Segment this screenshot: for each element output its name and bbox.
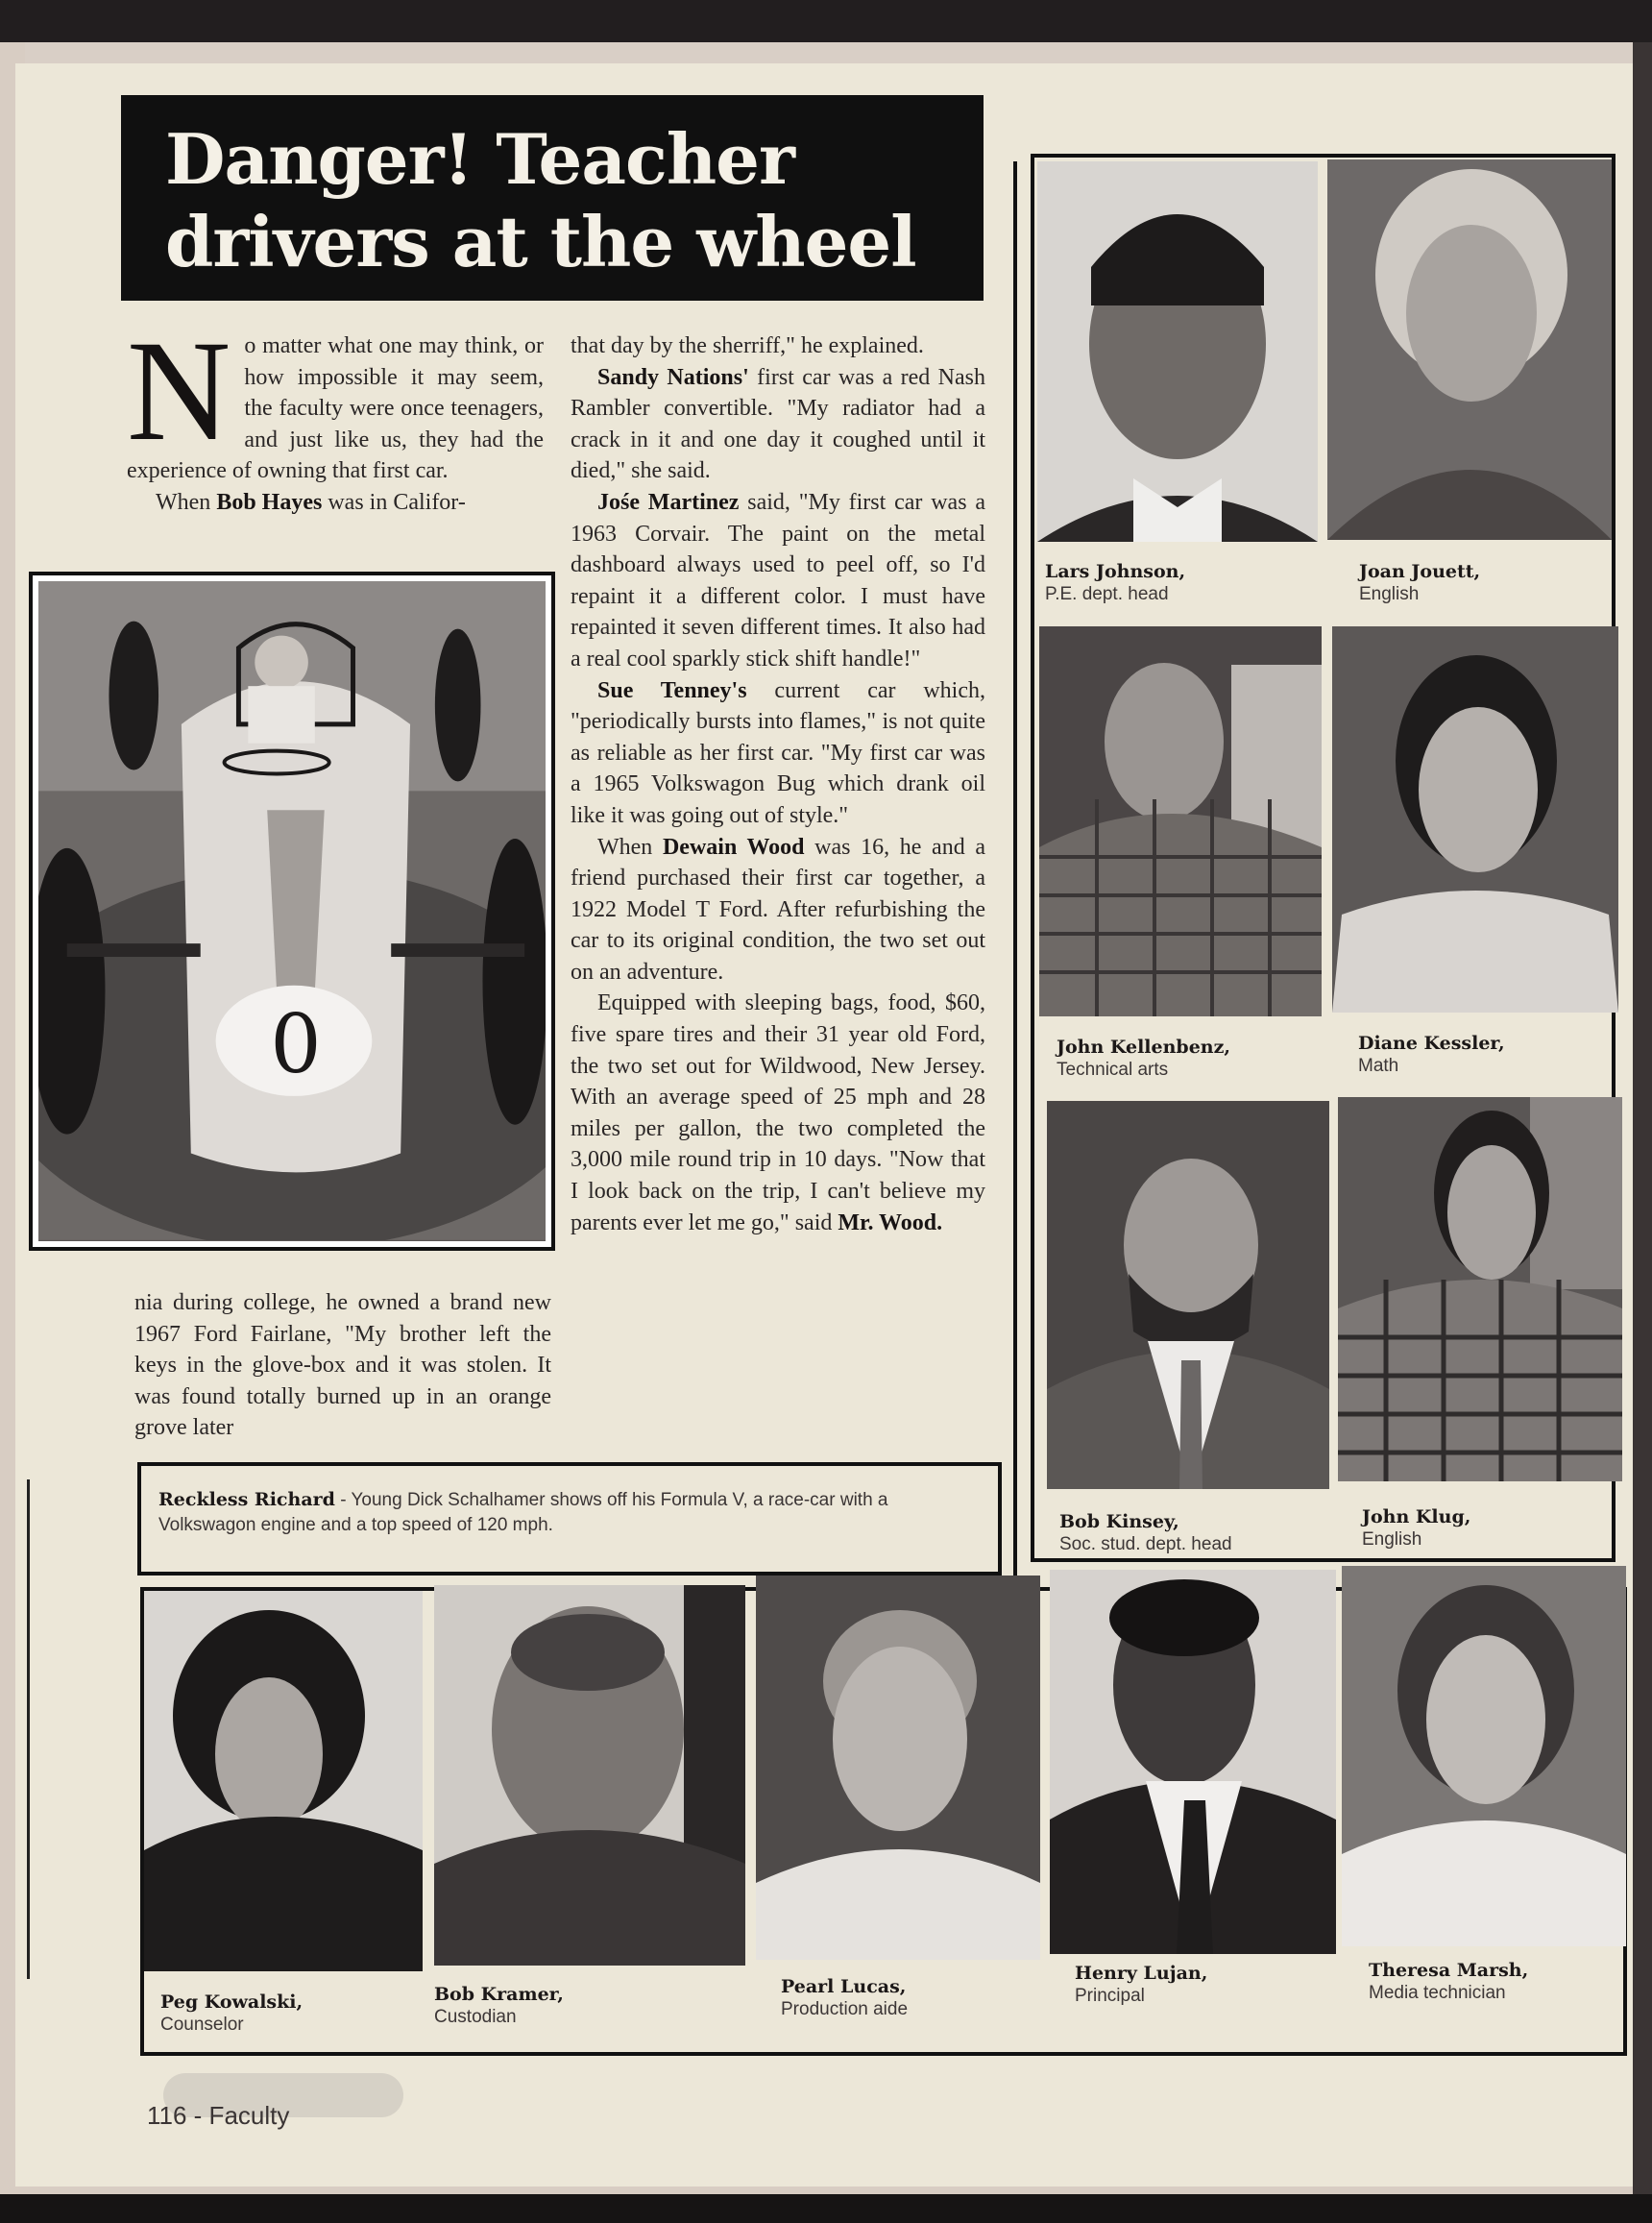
- faculty-name: John Klug,: [1362, 1506, 1471, 1527]
- scan-border-top: [0, 0, 1652, 46]
- portrait-lars-johnson: [1037, 161, 1318, 542]
- teacher-name-bob-hayes: Bob Hayes: [216, 489, 323, 515]
- left-rule: [27, 1479, 30, 1979]
- headline: Danger! Teacher drivers at the wheel: [165, 118, 916, 282]
- portrait-henry-lujan: [1050, 1570, 1336, 1954]
- photo-caption-text: - Young Dick Schalhamer shows off his Formula V, a race-car with a Volkswagon engine and a top speed of 120 mph.: [158, 1490, 888, 1535]
- faculty-role: Technical arts: [1057, 1060, 1169, 1080]
- photo-caption: [158, 1487, 984, 1538]
- faculty-name: Pearl Lucas,: [781, 1976, 907, 1997]
- article-paragraph-2-continued: nia during college, he owned a brand new 1967 Ford Fairlane, "My brother left the keys in the glove-box and it was stolen. It was found totally burned up in an orange grove later: [134, 1290, 551, 1441]
- portrait-theresa-marsh: [1342, 1566, 1626, 1946]
- caption-john-klug: [1362, 1505, 1470, 1551]
- article-column-2: [571, 330, 985, 1238]
- portrait-pearl-lucas: [756, 1576, 1040, 1960]
- portrait-diane-kessler: [1332, 626, 1618, 1013]
- faculty-name: John Kellenbenz,: [1057, 1037, 1231, 1058]
- faculty-name: Peg Kowalski,: [160, 1991, 304, 2013]
- caption-theresa-marsh: [1369, 1959, 1528, 2005]
- faculty-name: Bob Kramer,: [434, 1984, 564, 2005]
- article-column-1-top: [127, 311, 544, 519]
- faculty-role: Custodian: [434, 2007, 517, 2027]
- faculty-role: Media technician: [1369, 1983, 1506, 2003]
- caption-bob-kramer: [434, 1983, 564, 2029]
- portrait-joan-jouett: [1327, 159, 1612, 540]
- portrait-bob-kinsey: [1047, 1101, 1329, 1489]
- caption-bob-kinsey: [1059, 1510, 1232, 1556]
- column-rule: [1013, 161, 1017, 1576]
- race-car-photo-frame: [29, 572, 555, 1251]
- portrait-peg-kowalski: [144, 1591, 423, 1971]
- article-paragraph-dewain: When Dewain Wood was 16, he and a friend purchased their first car together, a 1922 Model T Ford. After refurbishing the car to its original condition, the two set out on an adventure.: [571, 834, 985, 985]
- article-paragraph-2-start: When Bob Hayes was in Califor-: [156, 489, 466, 515]
- article-paragraph-1: o matter what one may think, or how impossible it may seem, the faculty were once teenagers, and just like us, they had the experience of owning that first car.: [127, 333, 544, 484]
- faculty-role: P.E. dept. head: [1045, 584, 1169, 604]
- faculty-role: Principal: [1075, 1986, 1145, 2006]
- faculty-role: Counselor: [160, 2015, 244, 2035]
- caption-john-kellenbenz: [1057, 1036, 1230, 1082]
- photo-caption-title: Reckless Richard: [158, 1489, 335, 1510]
- faculty-role: Math: [1358, 1056, 1399, 1076]
- car-number: 0: [270, 997, 322, 1091]
- scan-border-bottom: [0, 2194, 1652, 2223]
- article-paragraph-jose: Jośe Martinez said, "My first car was a 1963 Corvair. The paint on the metal dashboard always used to peel off, so I'd repaint it a different color. I must have repainted it seven different times. It also had a real cool sparkly stick shift handle!": [571, 489, 986, 672]
- drop-cap: N: [127, 311, 231, 471]
- caption-peg-kowalski: [160, 1991, 303, 2037]
- book-spine: [1633, 42, 1652, 2194]
- faculty-role: English: [1359, 584, 1420, 604]
- faculty-name: Theresa Marsh,: [1369, 1960, 1529, 1981]
- faculty-name: Henry Lujan,: [1075, 1963, 1208, 1984]
- faculty-name: Lars Johnson,: [1045, 561, 1186, 582]
- caption-lars-johnson: [1045, 560, 1185, 606]
- portrait-bob-kramer: [434, 1585, 745, 1966]
- article-paragraph-sue: Sue Tenney's current car which, "periodically bursts into flames," is not quite as reliable as her first car. "My first car was a 1965 Volkswagon Bug which drank oil like it was going out of style.": [571, 677, 986, 828]
- article-paragraph-trip: Equipped with sleeping bags, food, $60, five spare tires and their 31 year old Ford, the two set out for Wildwood, New Jersey. With an average speed of 25 mph and 28 miles per gallon, the two completed the 3,000 mile round trip in 10 days. "Now that I look back on the trip, I can't believe my parents ever let me go," said Mr. Wood.: [571, 990, 985, 1235]
- portrait-john-klug: [1338, 1097, 1622, 1481]
- faculty-role: Production aide: [781, 1999, 909, 2019]
- photo-caption-box: [137, 1462, 1002, 1576]
- race-car-photo: [38, 581, 546, 1241]
- article-paragraph-sandy: Sandy Nations' first car was a red Nash Rambler convertible. "My radiator had a crack in it and one day it coughed until it died," she said.: [571, 364, 986, 484]
- caption-henry-lujan: [1075, 1962, 1207, 2008]
- faculty-name: Diane Kessler,: [1358, 1033, 1505, 1054]
- faculty-role: Soc. stud. dept. head: [1059, 1534, 1232, 1554]
- faculty-name: Joan Jouett,: [1359, 561, 1481, 582]
- headline-box: [121, 95, 984, 301]
- article-column-1-bottom: [134, 1287, 551, 1444]
- caption-pearl-lucas: [781, 1975, 908, 2021]
- faculty-role: English: [1362, 1529, 1422, 1550]
- caption-joan-jouett: [1359, 560, 1480, 606]
- caption-diane-kessler: [1358, 1032, 1505, 1078]
- page-folio: 116 - Faculty: [147, 2101, 290, 2130]
- faculty-name: Bob Kinsey,: [1059, 1511, 1179, 1532]
- portrait-john-kellenbenz: [1039, 626, 1322, 1016]
- article-col2-paragraph-1: that day by the sherriff," he explained.: [571, 333, 924, 358]
